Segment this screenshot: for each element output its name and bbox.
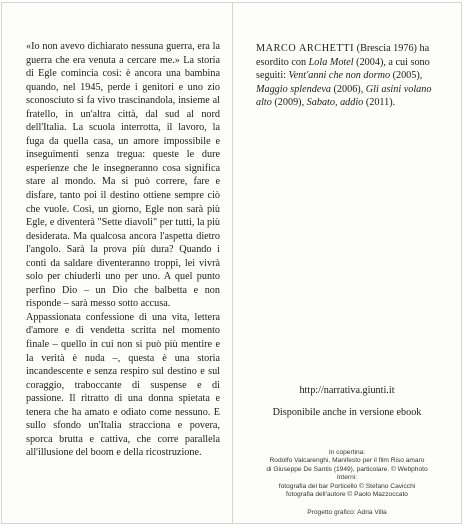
credits-line: fotografia dell'autore © Paolo Mazzoccato <box>286 491 408 499</box>
synopsis-paragraph-2: Appassionata confessione di una vita, lettera d'amore e di vendetta scritta nel momento finale – quello in cui non si può più mentire e la verità è nuda –, questa è una storia incandescente e senza respiro sul destino e sul coraggio, traboccante di suspense e di passione. Il ritratto di una donna spietata e tenera che ha amato e odiato come nessuno. E sullo sfondo un'Italia stracciona e povera, sporca brutta e cattiva, che corre parallela all'illusione del boom e della ricostruzione. <box>26 311 220 459</box>
book-title: Sabato, addio <box>306 97 364 109</box>
credits-line: fotografia del bar Porticello © Stefano Cavicchi <box>278 482 416 490</box>
ebook-note: Disponibile anche in versione ebook <box>272 407 422 418</box>
synopsis-text <box>26 40 220 460</box>
author-name: MARCO ARCHETTI <box>256 43 355 54</box>
book-title: Gli asini volano alto <box>256 83 432 109</box>
credits-line: Rodolfo Valcarenghi, Manifesto per il film Riso amaro <box>269 457 425 465</box>
design-credit: Progetto grafico: Adria Villa <box>307 509 387 516</box>
credits-line: In copertina: <box>328 449 366 456</box>
publisher-url[interactable]: http://narrativa.giunti.it <box>299 385 395 396</box>
book-title: Lola Motel <box>308 56 354 68</box>
credits-line: di Giuseppe De Santis (1949), particolare. © Webphoto <box>266 465 428 473</box>
synopsis-paragraph-1: «Io non avevo dichiarato nessuna guerra, era la guerra che era venuta a cercare me.» La storia di Egle comincia così: è ancora una bambina quando, nel 1945, perde i genitori e uno zio sconosciuto si fa vivo trascinandola, insieme al fratello, in un'altra città, dal sud al nord dell'Italia. La scuola interrotta, il lavoro, la fuga da quella casa, un amore impossibile e inseguimenti senza tregua: queste le dure esperienze che le insegneranno cosa significa stare al mondo. Ma si può correre, fare e disfare, tanto poi il destino ottiene sempre ciò che vuole. Così, un giorno, Egle non sarà più Egle, e diventerà "Sette diavoli" per tutti, la più desiderata. Ma qualcosa ancora l'aspetta dietro l'angolo. Sarà la prova più dura? Quando i conti da saldare diventeranno troppi, lei vivrà solo per chiuderli uno per uno. A quel punto perfino Dio – un Dio che balbetta e non risponde – sarà messo sotto accusa. <box>26 41 220 310</box>
book-title: Vent'anni che non dormo <box>288 70 391 82</box>
credits-line: Interni: <box>336 474 358 482</box>
book-title: Maggio splendeva <box>256 83 331 95</box>
author-bio: MARCO ARCHETTI (Brescia 1976) ha esordito con Lola Motel (2004), a cui sono seguiti: Vent'anni che non dormo (2005), Maggio splendeva (2006), Gli asini volano alto (2009), Sabato, addio (2011). <box>256 43 432 109</box>
image-credits <box>232 449 462 499</box>
